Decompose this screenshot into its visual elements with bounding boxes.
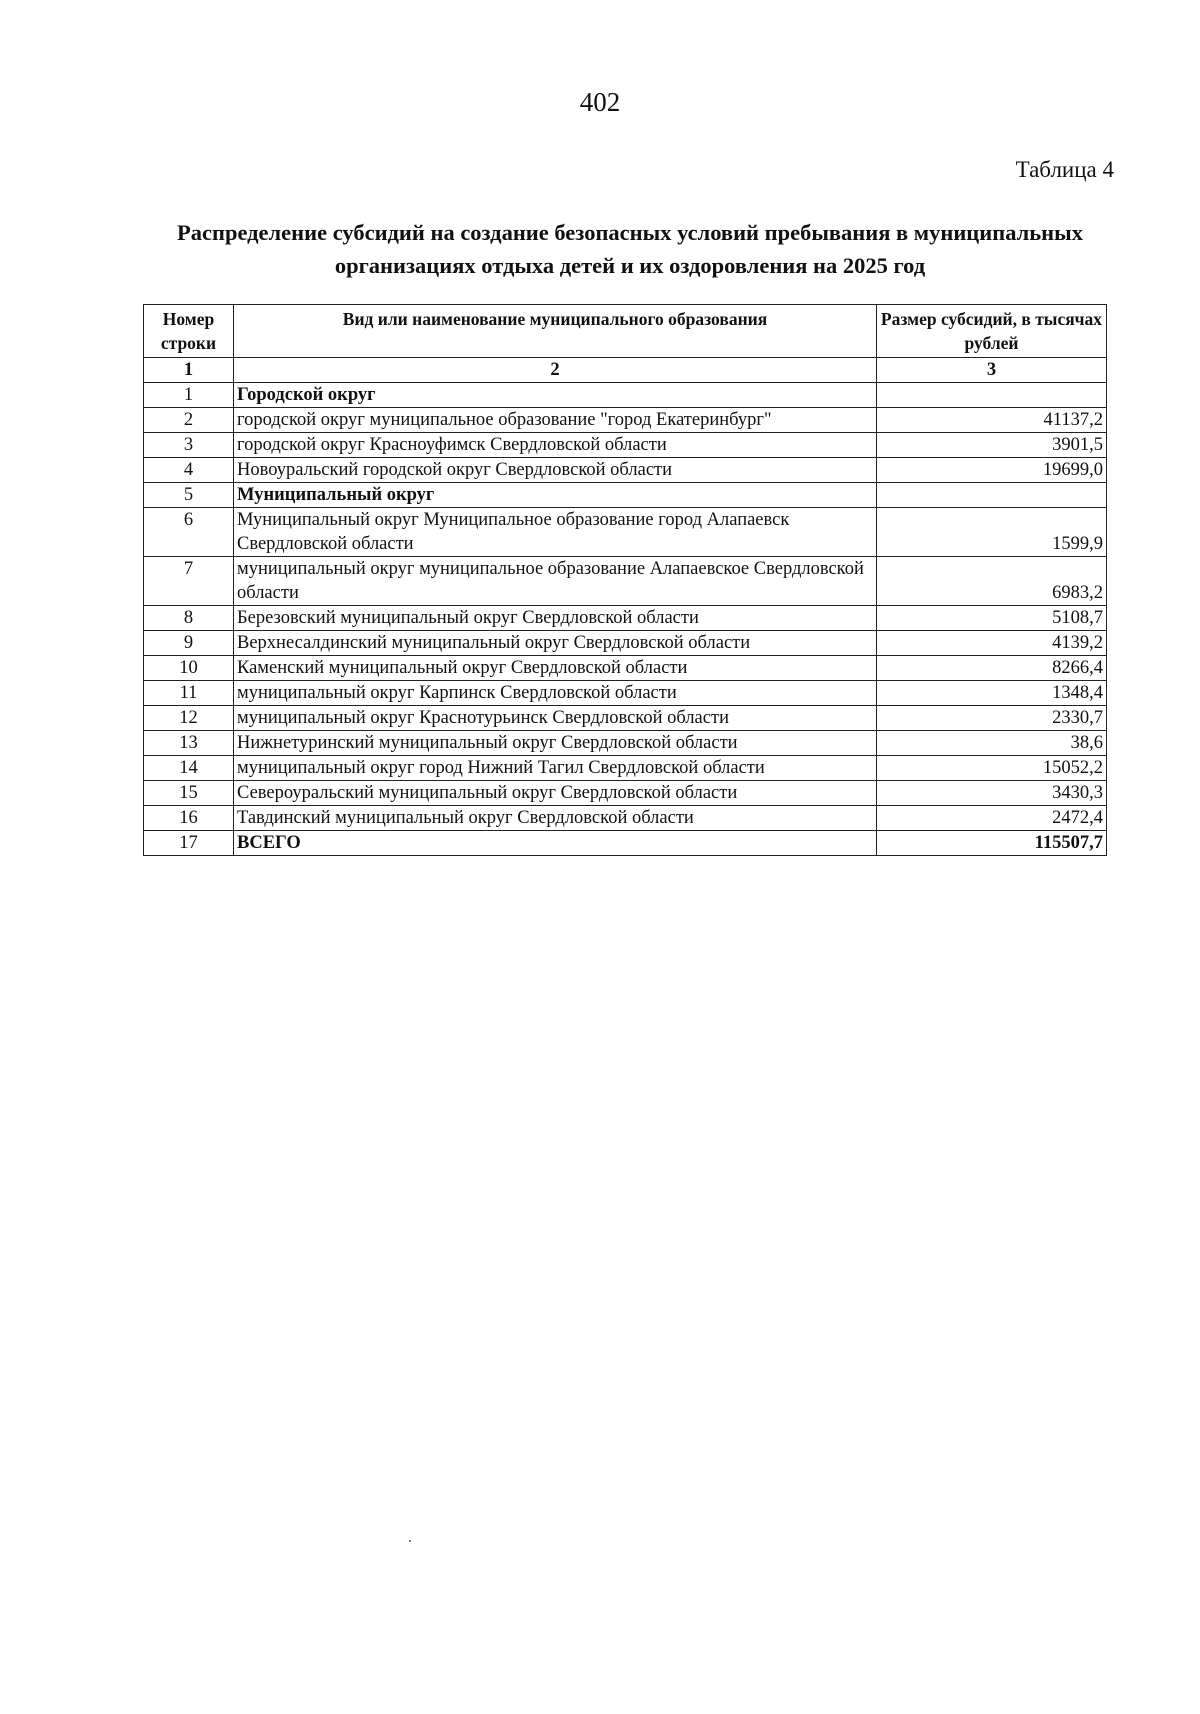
row-number: 11 <box>144 681 234 706</box>
header-municipality-name: Вид или наименование муниципального образования <box>234 305 877 358</box>
row-number: 12 <box>144 706 234 731</box>
column-index: 2 <box>234 358 877 383</box>
total-row <box>144 831 1107 856</box>
table-header-row <box>144 305 1107 358</box>
municipality-name: городской округ муниципальное образование "город Екатеринбург" <box>234 408 877 433</box>
table-row <box>144 731 1107 756</box>
section-heading: Муниципальный округ <box>234 483 877 508</box>
subsidy-value: 41137,2 <box>877 408 1107 433</box>
table-row <box>144 383 1107 408</box>
table-row <box>144 483 1107 508</box>
subsidy-value: 2472,4 <box>877 806 1107 831</box>
subsidy-value: 3430,3 <box>877 781 1107 806</box>
table-row <box>144 508 1107 557</box>
municipality-name: Нижнетуринский муниципальный округ Свердловской области <box>234 731 877 756</box>
municipality-name: Верхнесалдинский муниципальный округ Свердловской области <box>234 631 877 656</box>
header-row-number: Номер строки <box>144 305 234 358</box>
municipality-name: муниципальный округ город Нижний Тагил Свердловской области <box>234 756 877 781</box>
document-title: Распределение субсидий на создание безопасных условий пребывания в муниципальных организациях отдыха детей и их оздоровления на 2025 год <box>177 220 1083 278</box>
subsidy-table <box>143 304 1107 856</box>
municipality-name: муниципальный округ Карпинск Свердловской области <box>234 681 877 706</box>
row-number: 4 <box>144 458 234 483</box>
subsidy-value: 4139,2 <box>877 631 1107 656</box>
column-index: 3 <box>877 358 1107 383</box>
municipality-name: Тавдинский муниципальный округ Свердловской области <box>234 806 877 831</box>
total-label: ВСЕГО <box>234 831 877 856</box>
table-row <box>144 681 1107 706</box>
table-row <box>144 408 1107 433</box>
row-number: 15 <box>144 781 234 806</box>
subsidy-value: 19699,0 <box>877 458 1107 483</box>
table-row <box>144 606 1107 631</box>
table-row <box>144 756 1107 781</box>
table-label: Таблица 4 <box>1015 157 1114 182</box>
row-number: 17 <box>144 831 234 856</box>
row-number: 16 <box>144 806 234 831</box>
table-row <box>144 458 1107 483</box>
subsidy-value: 8266,4 <box>877 656 1107 681</box>
column-index-row <box>144 358 1107 383</box>
municipality-name: муниципальный округ муниципальное образование Алапаевское Свердловской области <box>234 557 877 606</box>
row-number: 13 <box>144 731 234 756</box>
municipality-name: Муниципальный округ Муниципальное образование город Алапаевск Свердловской области <box>234 508 877 557</box>
row-number: 1 <box>144 383 234 408</box>
column-index: 1 <box>144 358 234 383</box>
subsidy-value <box>877 383 1107 408</box>
row-number: 2 <box>144 408 234 433</box>
row-number: 5 <box>144 483 234 508</box>
municipality-name: городской округ Красноуфимск Свердловской области <box>234 433 877 458</box>
section-heading: Городской округ <box>234 383 877 408</box>
row-number: 14 <box>144 756 234 781</box>
subsidy-value: 6983,2 <box>877 557 1107 606</box>
table-row <box>144 656 1107 681</box>
subsidy-value: 1599,9 <box>877 508 1107 557</box>
row-number: 8 <box>144 606 234 631</box>
municipality-name: Каменский муниципальный округ Свердловской области <box>234 656 877 681</box>
municipality-name: муниципальный округ Краснотурьинск Свердловской области <box>234 706 877 731</box>
row-number: 9 <box>144 631 234 656</box>
subsidy-value <box>877 483 1107 508</box>
header-subsidy-amount: Размер субсидий, в тысячах рублей <box>877 305 1107 358</box>
subsidy-value: 2330,7 <box>877 706 1107 731</box>
row-number: 6 <box>144 508 234 557</box>
municipality-name: Североуральский муниципальный округ Свердловской области <box>234 781 877 806</box>
row-number: 10 <box>144 656 234 681</box>
municipality-name: Новоуральский городской округ Свердловской области <box>234 458 877 483</box>
municipality-name: Березовский муниципальный округ Свердловской области <box>234 606 877 631</box>
page-number: 402 <box>579 87 621 117</box>
table-row <box>144 781 1107 806</box>
row-number: 3 <box>144 433 234 458</box>
table-row <box>144 806 1107 831</box>
subsidy-value: 3901,5 <box>877 433 1107 458</box>
subsidy-value: 15052,2 <box>877 756 1107 781</box>
table-row <box>144 433 1107 458</box>
table-row <box>144 557 1107 606</box>
table-row <box>144 706 1107 731</box>
subsidy-value: 5108,7 <box>877 606 1107 631</box>
subsidy-value: 38,6 <box>877 731 1107 756</box>
total-value: 115507,7 <box>877 831 1107 856</box>
subsidy-value: 1348,4 <box>877 681 1107 706</box>
table-row <box>144 631 1107 656</box>
row-number: 7 <box>144 557 234 606</box>
scan-speck <box>409 1540 411 1542</box>
